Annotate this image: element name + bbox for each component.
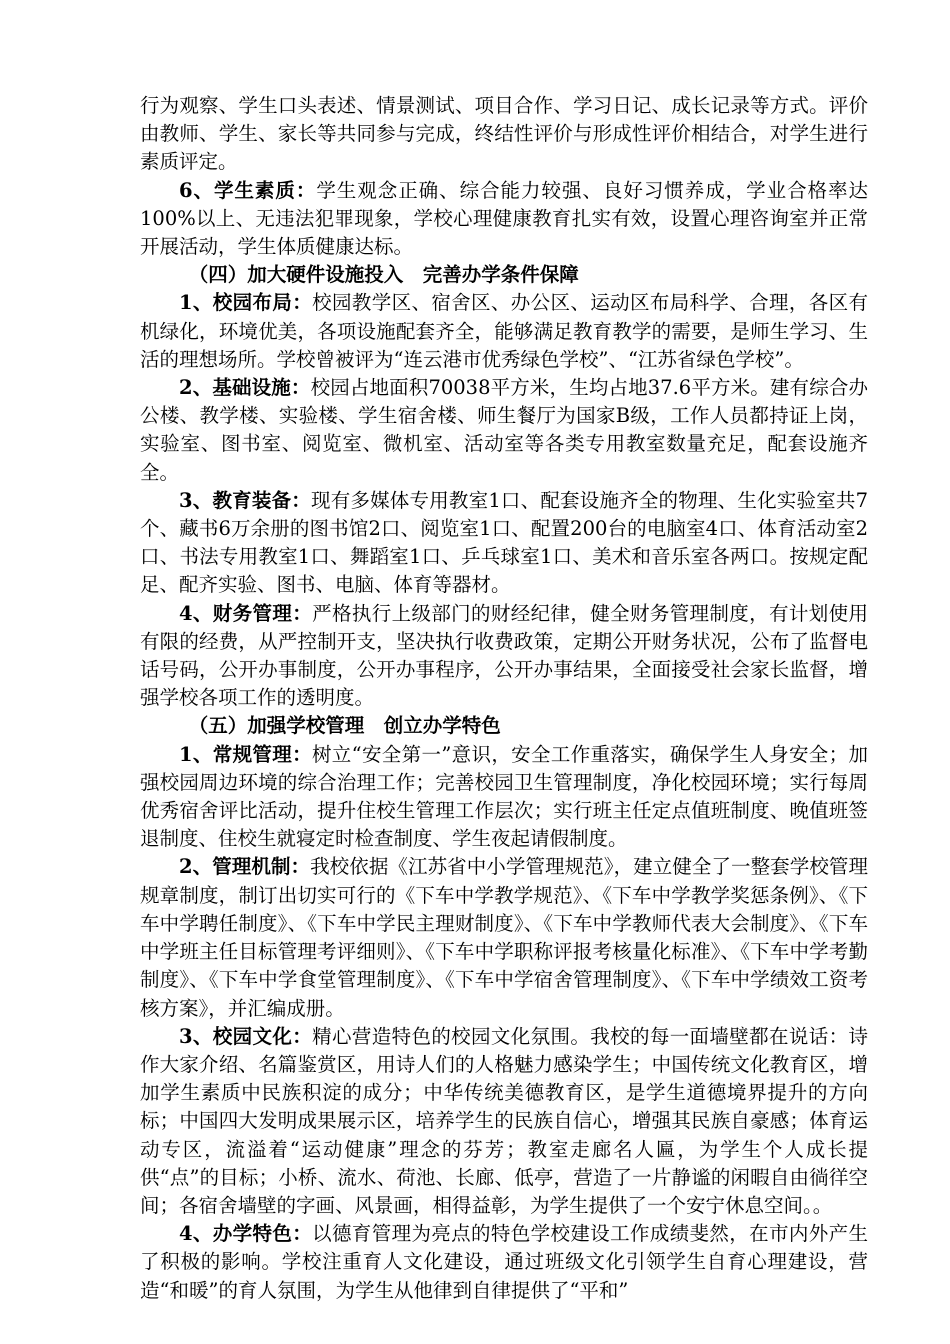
section-heading-hardware: （四）加大硬件设施投入 完善办学条件保障 bbox=[188, 263, 579, 287]
paragraph-student-quality: 6、学生素质：学生观念正确、综合能力较强、良好习惯养成，学业合格率达100%以上、无违法犯罪现象，学校心理健康教育扎实有效，设置心理咨询室并正常开展活动，学生体质健康达标。 bbox=[140, 178, 868, 259]
paragraph-finance: 4、财务管理：严格执行上级部门的财经纪律，健全财务管理制度，有计划使用有限的经费，从严控制开支，坚决执行收费政策，定期公开财务状况，公布了监督电话号码，公开办事制度，公开办事程序，公开办事结果，全面接受社会家长监督，增强学校各项工作的透明度。 bbox=[140, 601, 868, 710]
paragraph-evaluation-continued: 行为观察、学生口头表述、情景测试、项目合作、学习日记、成长记录等方式。评价由教师、学生、家长等共同参与完成，终结性评价与形成性评价相结合，对学生进行素质评定。 bbox=[140, 94, 868, 174]
paragraph-management-mechanism: 2、管理机制：我校依据《江苏省中小学管理规范》，建立健全了一整套学校管理规章制度，制订出切实可行的《下车中学教学规范》、《下车中学教学奖惩条例》、《下车中学聘任制度》、《下车中学民主理财制度》、《下车中学教师代表大会制度》、《下车中学班主任目标管理考评细则》、《下车中学职称评报考核量化标准》、《下车中学考勤制度》、《下车中学食堂管理制度》、《下车中学宿舍管理制度》、《下车中学绩效工资考核方案》，并汇编成册。 bbox=[140, 855, 868, 1020]
paragraph-equipment: 3、教育装备：现有多媒体专用教室1口、配套设施齐全的物理、生化实验室共7个、藏书6万余册的图书馆2口、阅览室1口、配置200台的电脑室4口、体育活动室2口、书法专用教室1口、舞蹈室1口、乒乓球室1口、美术和音乐室各两口。按规定配足、配齐实验、图书、电脑、体育等器材。 bbox=[140, 488, 868, 597]
paragraph-campus-layout: 1、校园布局：校园教学区、宿舍区、办公区、运动区布局科学、合理，各区有机绿化，环境优美，各项设施配套齐全，能够满足教育教学的需要，是师生学习、生活的理想场所。学校曾被评为“连云港市优秀绿色学校”、“江苏省绿色学校”。 bbox=[140, 291, 868, 371]
paragraph-school-features: 4、办学特色：以德育管理为亮点的特色学校建设工作成绩斐然，在市内外产生了积极的影响。学校注重育人文化建设，通过班级文化引领学生自育心理建设，营造“和暖”的育人氛围，为学生从他律到自律提供了“平和” bbox=[140, 1222, 868, 1302]
paragraph-routine-management: 1、常规管理：树立“安全第一”意识，安全工作重落实，确保学生人身安全；加强校园周边环境的综合治理工作；完善校园卫生管理制度，净化校园环境；实行每周优秀宿舍评比活动，提升住校生管理工作层次；实行班主任定点值班制度、晚值班签退制度、住校生就寝定时检查制度、学生夜起请假制度。 bbox=[140, 742, 868, 851]
paragraph-campus-culture: 3、校园文化：精心营造特色的校园文化氛围。我校的每一面墙壁都在说话：诗作大家介绍、名篇鉴赏区，用诗人们的人格魅力感染学生；中国传统文化教育区，增加学生素质中民族积淀的成分；中华传统美德教育区，是学生道德境界提升的方向标；中国四大发明成果展示区，培养学生的民族自信心，增强其民族自豪感；体育运动专区，流溢着“运动健康”理念的芬芳；教室走廊名人匾，为学生个人成长提供“点”的目标；小桥、流水、荷池、长廊、低亭，营造了一片静谧的闲暇自由徜徉空间；各宿舍墙壁的字画、风景画，相得益彰，为学生提供了一个安宁休息空间。。 bbox=[140, 1024, 868, 1217]
paragraph-infrastructure: 2、基础设施：校园占地面积70038平方米，生均占地37.6平方米。建有综合办公楼、教学楼、实验楼、学生宿舍楼、师生餐厅为国家B级，工作人员都持证上岗，实验室、图书室、阅览室、微机室、活动室等各类专用教室数量充足，配套设施齐全。 bbox=[140, 376, 868, 484]
section-heading-management: （五）加强学校管理 创立办学特色 bbox=[188, 714, 501, 738]
